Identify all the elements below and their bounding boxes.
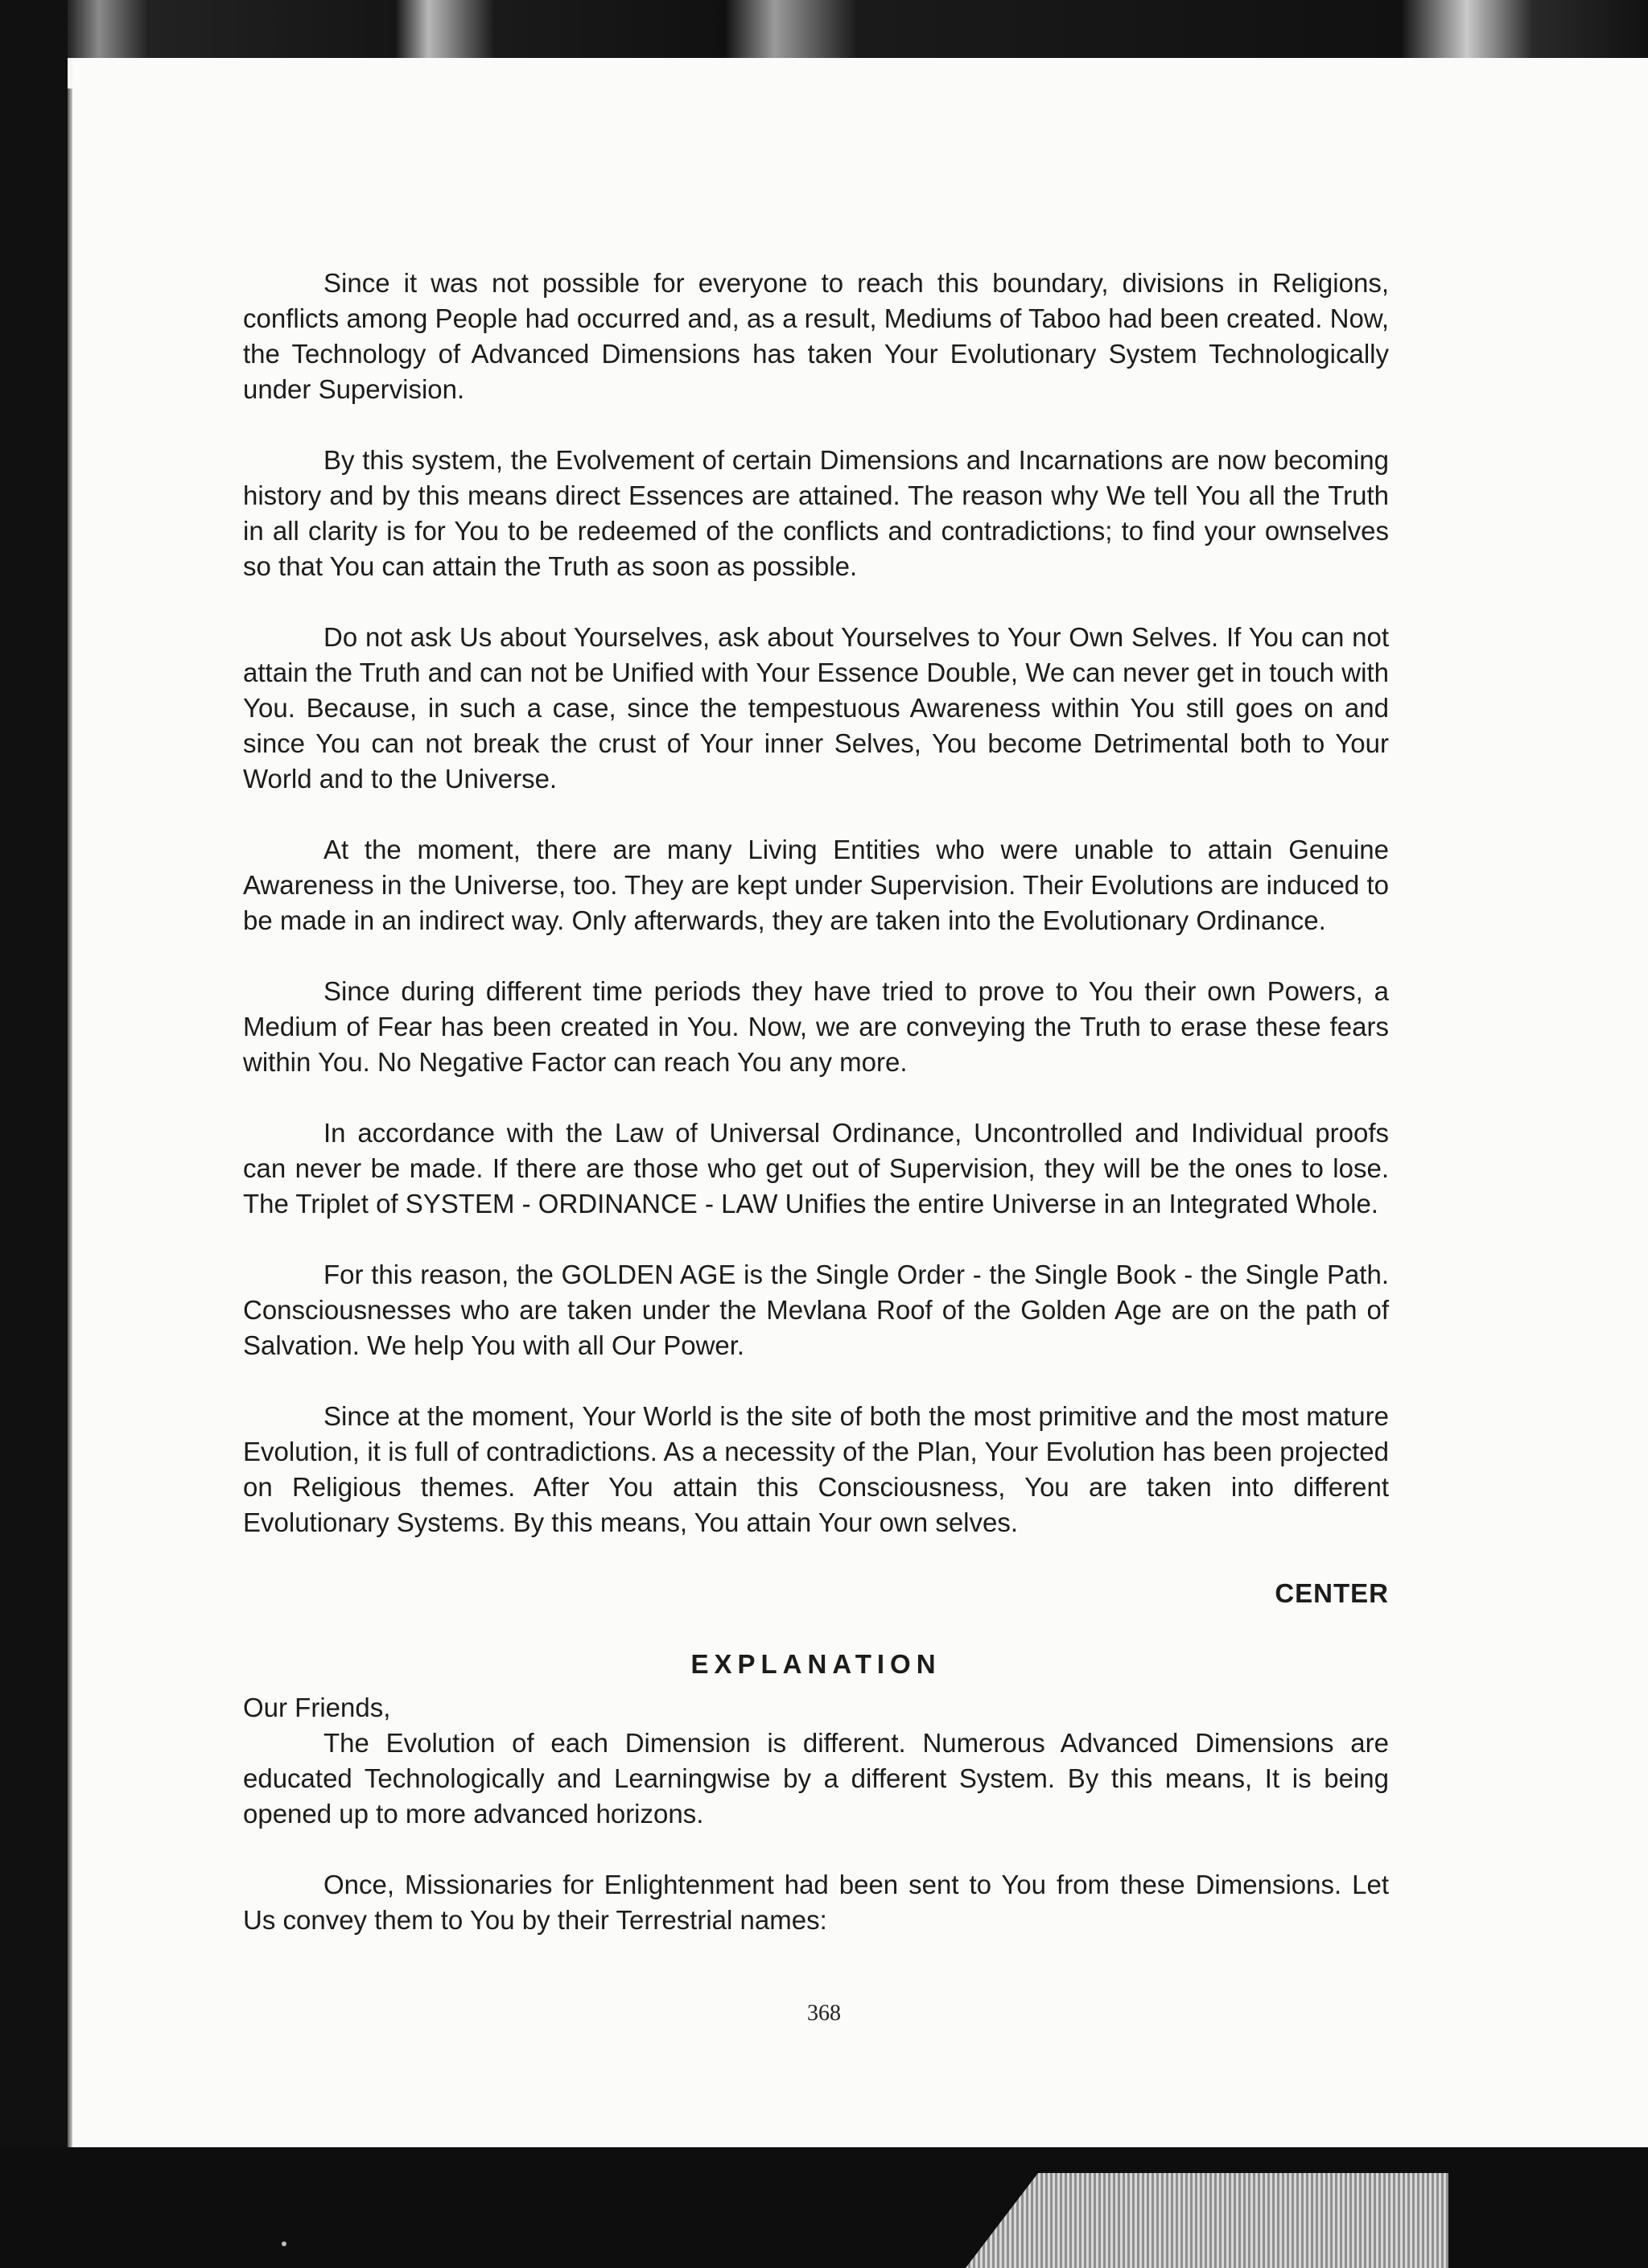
page-number: 368 <box>807 2001 841 2026</box>
paragraph: Since at the moment, Your World is the site of both the most primitive and the most mature Evolution, it is full of contradictions. As a necessity of the Plan, Your Evolution has been projected on Religious themes. After You attain this Consciousness, You are taken into different Evolutionary Systems. By this means, You attain Your own selves. <box>243 1401 1389 1537</box>
scan-speck <box>282 2241 286 2246</box>
page-body <box>243 266 1389 1973</box>
paragraph: In accordance with the Law of Universal Ordinance, Uncontrolled and Individual proofs can never be made. If there are those who get out of Supervision, they will be the ones to lose. The Triplet of SYSTEM - ORDINANCE - LAW Unifies the entire Universe in an Integrated Whole. <box>243 1118 1389 1219</box>
paragraph: Do not ask Us about Yourselves, ask about Yourselves to Your Own Selves. If You can not attain the Truth and can not be Unified with Your Essence Double, We can never get in touch with You. Because, in such a case, since the tempestuous Awareness within You still goes on and since You can not break the crust of Your inner Selves, You become Detrimental both to Your World and to the Universe. <box>243 622 1389 794</box>
page-edge-shadow <box>68 89 72 2149</box>
salutation: Our Friends, <box>243 1693 391 1722</box>
paragraph: For this reason, the GOLDEN AGE is the Single Order - the Single Book - the Single Path. Consciousnesses who are taken under the Mevlana Roof of the Golden Age are on the path of Salvation. We help You with all Our Power. <box>243 1260 1389 1360</box>
paragraph: Once, Missionaries for Enlightenment had been sent to You from these Dimensions. Let Us convey them to You by their Terrestrial names: <box>243 1870 1389 1935</box>
paragraph: Since during different time periods they have tried to prove to You their own Powers, a Medium of Fear has been created in You. Now, we are conveying the Truth to erase these fears within You. No Negative Factor can reach You any more. <box>243 976 1389 1077</box>
paragraph: Since it was not possible for everyone to reach this boundary, divisions in Religions, conflicts among People had occurred and, as a result, Mediums of Taboo had been created. Now, the Technology of Advanced Dimensions has taken Your Evolutionary System Technologically under Supervision. <box>243 268 1389 404</box>
paragraph: By this system, the Evolvement of certain Dimensions and Incarnations are now becoming history and by this means direct Essences are attained. The reason why We tell You all the Truth in all clarity is for You to be redeemed of the conflicts and contradictions; to find your ownselves so that You can attain the Truth as soon as possible. <box>243 445 1389 581</box>
section-heading: EXPLANATION <box>690 1649 941 1679</box>
signature: CENTER <box>1275 1578 1389 1608</box>
scan-artifact-stripes <box>966 2173 1448 2268</box>
scan-border-left <box>0 0 68 2268</box>
paragraph: At the moment, there are many Living Entities who were unable to attain Genuine Awareness in the Universe, too. They are kept under Supervision. Their Evolutions are induced to be made in an indirect way. Only afterwards, they are taken into the Evolutionary Ordinance. <box>243 835 1389 935</box>
paragraph: The Evolution of each Dimension is different. Numerous Advanced Dimensions are educated Technologically and Learningwise by a different System. By this means, It is being opened up to more advanced horizons. <box>243 1728 1389 1829</box>
scan-border-top <box>0 0 1648 58</box>
